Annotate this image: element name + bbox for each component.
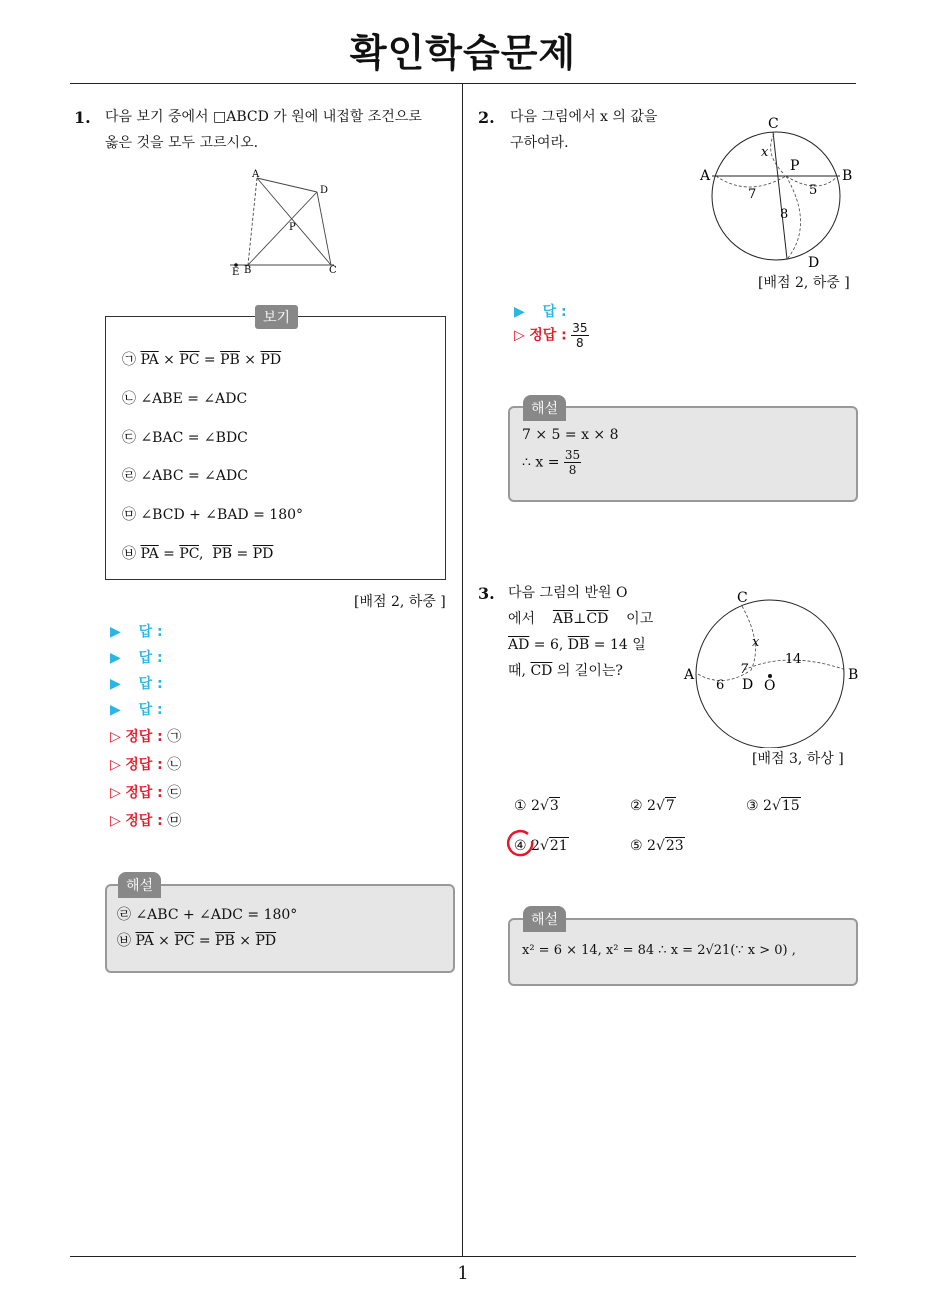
q1-answer-row-1 — [110, 621, 163, 641]
q3-choice-5-radicand: 23 — [665, 838, 684, 854]
q3-correct-choice-circle-mark — [506, 829, 536, 859]
q3-choice-3-coef: 2 — [763, 798, 772, 814]
q2-number: 2. — [478, 108, 495, 127]
q2-correct-fraction — [571, 321, 588, 350]
q1-quadrilateral-figure — [220, 166, 350, 278]
q2-label-seven: 7 — [748, 187, 757, 202]
q3-number: 3. — [478, 584, 495, 603]
q1-option-6 — [122, 543, 273, 563]
column-divider — [462, 84, 463, 1256]
q1-label-d: D — [320, 185, 329, 196]
q2-correct-denominator: 8 — [576, 336, 584, 350]
q2-answer-row — [514, 301, 567, 321]
q3-choice-5: ⑤ 2√23 — [630, 838, 684, 854]
q3-choice-3: ③ 2√15 — [746, 798, 800, 814]
q2-score: [배점 2, 하중 ] — [758, 275, 850, 291]
q1-number: 1. — [74, 108, 91, 127]
q3-choice-1-radicand: 3 — [549, 798, 559, 814]
q1-solution-line1: ㉣ ∠ABC + ∠ADC = 180° — [117, 907, 298, 923]
q2-solution-line1: 7 × 5 = x × 8 — [522, 427, 619, 443]
q3-text-line2: 에서 $\overline{AB}\perp\overline{CD}$ 이고 — [508, 611, 654, 627]
q3-label-x: x — [752, 635, 760, 650]
q1-option-2-mark: ㉡ — [122, 391, 136, 407]
answer-arrow-icon: ▶ — [110, 676, 121, 692]
q1-answer-row-3 — [110, 673, 163, 693]
q1-correct-value-3: ㉢ — [167, 785, 182, 801]
q2-solution-prefix: ∴ x = — [522, 454, 560, 471]
q1-option-5-text: ∠BCD + ∠BAD = 180° — [140, 507, 304, 523]
q1-option-5-mark: ㉤ — [122, 507, 136, 523]
q1-answer-label-1: 답 : — [138, 624, 163, 640]
q2-text — [510, 104, 657, 156]
q1-label-a: A — [252, 169, 260, 180]
answer-arrow-icon: ▶ — [110, 624, 121, 640]
q3-choice-2-coef: 2 — [647, 798, 656, 814]
q1-option-6-mark: ㉥ — [122, 546, 136, 562]
q1-option-4 — [122, 465, 248, 485]
q1-option-4-mark: ㉣ — [122, 468, 136, 484]
q1-option-5 — [122, 504, 303, 524]
q2-solution-text — [522, 422, 619, 477]
q1-score: [배점 2, 하중 ] — [354, 594, 446, 610]
q1-answer-label-2: 답 : — [138, 650, 163, 666]
q2-label-d: D — [808, 255, 820, 271]
q3-label-b: B — [848, 667, 859, 683]
q1-answer-row-2 — [110, 647, 163, 667]
q3-score: [배점 3, 하상 ] — [752, 751, 844, 767]
q1-correct-value-1: ㉠ — [167, 729, 182, 745]
page-number: 1 — [457, 1263, 469, 1284]
q3-solution-label: 해설 — [523, 906, 566, 932]
q3-choice-2-mark: ② — [630, 798, 643, 814]
q3-label-c: C — [737, 590, 748, 606]
q3-circle-figure — [682, 588, 862, 748]
q3-text-line1: 다음 그림의 반원 O — [508, 585, 628, 601]
q2-text-line2: 구하여라. — [510, 135, 569, 151]
q1-option-2-text: ∠ABE = ∠ADC — [140, 391, 248, 407]
correct-arrow-icon: ▷ — [110, 757, 121, 773]
q1-correct-row-4 — [110, 810, 181, 830]
correct-arrow-icon: ▷ — [110, 813, 121, 829]
q1-correct-label-3: 정답 : — [125, 785, 163, 801]
q3-choice-3-radicand: 15 — [781, 798, 800, 814]
q1-answer-row-4 — [110, 699, 163, 719]
q1-text — [105, 104, 460, 156]
q3-choice-1: ① 2√3 — [514, 798, 559, 814]
q2-label-eight: 8 — [780, 207, 789, 222]
q1-solution-label: 해설 — [118, 872, 161, 898]
q1-correct-value-4: ㉤ — [167, 813, 182, 829]
q1-option-3 — [122, 427, 248, 447]
q3-choice-3-mark: ③ — [746, 798, 759, 814]
q2-solution-label: 해설 — [523, 395, 566, 421]
q1-option-1-mark: ㉠ — [122, 352, 136, 368]
q1-answer-label-3: 답 : — [138, 676, 163, 692]
answer-arrow-icon: ▶ — [110, 702, 121, 718]
q2-solution-denominator: 8 — [568, 463, 577, 477]
q3-choice-4-mark: ④ — [514, 838, 527, 854]
q1-option-2 — [122, 388, 247, 408]
q1-correct-value-2: ㉡ — [167, 757, 182, 773]
q3-choice-4-coef: 2 — [531, 838, 540, 854]
top-rule — [70, 83, 856, 84]
q2-label-five: 5 — [809, 183, 818, 198]
correct-arrow-icon: ▷ — [110, 729, 121, 745]
q3-text-line3: $\overline{AD} = 6$, $\overline{DB} = 14$ 일 — [508, 637, 646, 653]
q2-label-a: A — [700, 168, 711, 184]
q1-option-6-text: $\overline{PA} = \overline{PC}$, $\overline{PB} = \overline{PD}$ — [140, 546, 274, 562]
q3-text-line4: 때, $\overline{CD}$ 의 길이는? — [508, 663, 623, 679]
q2-solution-fraction — [564, 448, 581, 477]
q3-label-fourteen: 14 — [785, 652, 802, 667]
bottom-rule — [70, 1256, 856, 1257]
q1-option-1-text: $\overline{PA} \times \overline{PC} = \overline{PB} \times \overline{PD}$ — [140, 352, 282, 368]
q1-correct-row-2 — [110, 754, 181, 774]
q1-options-box-label: 보기 — [255, 305, 298, 329]
q2-circle-figure — [696, 112, 862, 272]
q1-text-line1: 다음 보기 중에서 □ABCD 가 원에 내접할 조건으로 — [105, 109, 422, 125]
q1-label-p: P — [289, 222, 296, 233]
q1-solution-line2: ㉥ $\overline{PA} \times \overline{PC} = \overline{PB} \times \overline{PD}$ — [117, 933, 277, 949]
q1-label-b: B — [244, 265, 252, 276]
q1-option-3-mark: ㉢ — [122, 430, 136, 446]
q1-label-c: C — [329, 265, 337, 276]
q3-text — [508, 580, 658, 684]
answer-arrow-icon: ▶ — [110, 650, 121, 666]
q3-choice-1-coef: 2 — [531, 798, 540, 814]
q3-choice-4: ④ 2√21 — [514, 838, 568, 854]
q2-solution-numerator: 35 — [564, 448, 581, 462]
correct-arrow-icon: ▷ — [514, 327, 525, 344]
q1-correct-row-1 — [110, 726, 181, 746]
q3-solution-text: x² = 6 × 14, x² = 84 ∴ x = 2√21(∵ x > 0) , — [522, 943, 796, 958]
q2-answer-label: 답 : — [542, 304, 567, 320]
q1-correct-label-4: 정답 : — [125, 813, 163, 829]
q1-option-1 — [122, 349, 281, 369]
correct-arrow-icon: ▷ — [110, 785, 121, 801]
q3-choice-5-coef: 2 — [647, 838, 656, 854]
q3-choice-2: ② 2√7 — [630, 798, 675, 814]
q1-text-line2: 옳은 것을 모두 고르시오. — [105, 135, 259, 151]
q2-label-x: x — [761, 145, 769, 160]
q1-correct-label-1: 정답 : — [125, 729, 163, 745]
q2-label-c: C — [768, 116, 779, 132]
q1-answer-label-4: 답 : — [138, 702, 163, 718]
page-title: 확인학습문제 — [349, 31, 577, 75]
q2-correct-row — [514, 321, 589, 350]
answer-arrow-icon: ▶ — [514, 304, 525, 320]
q3-choice-1-mark: ① — [514, 798, 527, 814]
q1-correct-label-2: 정답 : — [125, 757, 163, 773]
q1-option-3-text: ∠BAC = ∠BDC — [140, 430, 248, 446]
q1-correct-row-3 — [110, 782, 181, 802]
q3-label-a: A — [684, 667, 695, 683]
q3-choice-2-radicand: 7 — [665, 798, 675, 814]
q3-label-d: D — [742, 677, 754, 693]
q1-label-e: E — [232, 267, 240, 278]
q2-solution-line2 — [522, 448, 619, 477]
q2-label-b: B — [842, 168, 853, 184]
q3-choice-5-mark: ⑤ — [630, 838, 643, 854]
q3-choice-4-radicand: 21 — [549, 838, 568, 854]
q2-label-p: P — [790, 158, 800, 174]
q1-option-4-text: ∠ABC = ∠ADC — [140, 468, 248, 484]
q3-label-o: O — [764, 678, 776, 694]
q1-solution-text — [117, 902, 297, 954]
q2-correct-label: 정답 : — [529, 327, 567, 344]
q3-label-six: 6 — [716, 678, 725, 693]
q2-text-line1: 다음 그림에서 x 의 값을 — [510, 109, 658, 125]
q2-correct-numerator: 35 — [572, 321, 588, 335]
q3-label-seven: 7 — [740, 662, 749, 677]
